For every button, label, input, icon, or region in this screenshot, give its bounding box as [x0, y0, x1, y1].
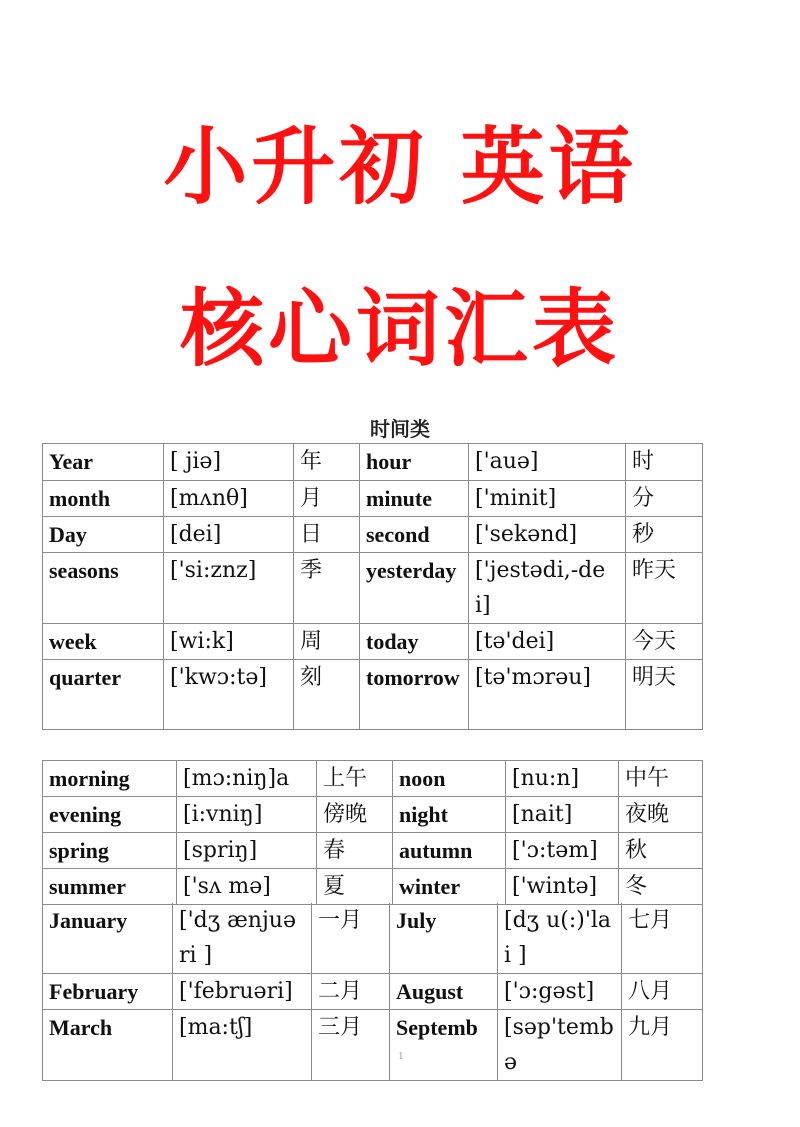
word-zh: 八月 [622, 974, 703, 1010]
word-phonetic: ['wintə] [506, 869, 619, 905]
table-row [43, 553, 703, 624]
table-row [43, 481, 703, 517]
page-number: 1 [398, 1050, 404, 1062]
table-row [43, 660, 703, 730]
table-row [43, 517, 703, 553]
table-row [43, 974, 703, 1010]
word-phonetic: ['sekənd] [469, 517, 626, 553]
word-zh: 季 [294, 553, 360, 624]
word-zh: 今天 [626, 624, 703, 660]
word-en: March [43, 1010, 173, 1081]
word-zh: 春 [317, 833, 393, 869]
word-en: July [390, 903, 498, 974]
word-en: morning [43, 761, 177, 797]
word-en: minute [360, 481, 469, 517]
word-phonetic: ['auə] [469, 444, 626, 481]
word-phonetic: [tə'mɔrəu] [469, 660, 626, 730]
word-phonetic: ['kwɔ:tə] [164, 660, 294, 730]
table-row [43, 444, 703, 481]
word-phonetic: [ma:tʃ] [173, 1010, 312, 1081]
word-phonetic: ['si:znz] [164, 553, 294, 624]
word-phonetic: ['dʒ ænjuəri ] [173, 903, 312, 974]
word-en: January [43, 903, 173, 974]
word-en: winter [393, 869, 506, 905]
word-zh: 刻 [294, 660, 360, 730]
word-phonetic: ['minit] [469, 481, 626, 517]
word-en: summer [43, 869, 177, 905]
word-phonetic: [səp'tembə [498, 1010, 622, 1081]
word-zh: 三月 [312, 1010, 390, 1081]
word-phonetic: [wi:k] [164, 624, 294, 660]
word-zh: 周 [294, 624, 360, 660]
word-phonetic: [dei] [164, 517, 294, 553]
word-zh: 年 [294, 444, 360, 481]
word-phonetic: ['ɔ:gəst] [498, 974, 622, 1010]
word-en: today [360, 624, 469, 660]
word-en: evening [43, 797, 177, 833]
word-phonetic: [spriŋ] [177, 833, 317, 869]
word-zh: 七月 [622, 903, 703, 974]
word-zh: 中午 [619, 761, 703, 797]
word-zh: 冬 [619, 869, 703, 905]
word-zh: 月 [294, 481, 360, 517]
word-en: autumn [393, 833, 506, 869]
word-zh: 分 [626, 481, 703, 517]
word-zh: 二月 [312, 974, 390, 1010]
word-zh: 夏 [317, 869, 393, 905]
word-zh: 秋 [619, 833, 703, 869]
word-zh: 九月 [622, 1010, 703, 1081]
word-en: quarter [43, 660, 164, 730]
word-zh: 秒 [626, 517, 703, 553]
word-en: hour [360, 444, 469, 481]
table-row [43, 903, 703, 974]
word-phonetic: ['ɔ:təm] [506, 833, 619, 869]
word-zh: 时 [626, 444, 703, 481]
word-zh: 一月 [312, 903, 390, 974]
word-phonetic: [ jiə] [164, 444, 294, 481]
word-zh: 夜晚 [619, 797, 703, 833]
vocab-table-time [42, 443, 703, 730]
section-title-time: 时间类 [370, 417, 430, 441]
word-en: seasons [43, 553, 164, 624]
title-line-1: 小升初 英语 [163, 118, 637, 216]
word-phonetic: [dʒ u(:)'lai ] [498, 903, 622, 974]
word-phonetic: [tə'dei] [469, 624, 626, 660]
table-row [43, 761, 703, 797]
vocab-table-months [42, 903, 703, 1081]
word-phonetic: [mɔ:niŋ]a [177, 761, 317, 797]
word-en: February [43, 974, 173, 1010]
vocab-table-day-season [42, 760, 703, 905]
word-phonetic: [nu:n] [506, 761, 619, 797]
word-en: second [360, 517, 469, 553]
word-en: month [43, 481, 164, 517]
table-row [43, 797, 703, 833]
word-en: August [390, 974, 498, 1010]
word-en: yesterday [360, 553, 469, 624]
table-row [43, 624, 703, 660]
word-zh: 上午 [317, 761, 393, 797]
word-zh: 昨天 [626, 553, 703, 624]
word-zh: 傍晚 [317, 797, 393, 833]
word-phonetic: [mʌnθ] [164, 481, 294, 517]
word-en: spring [43, 833, 177, 869]
table-row [43, 869, 703, 905]
word-en: tomorrow [360, 660, 469, 730]
word-en: Septemb [390, 1010, 498, 1081]
word-zh: 日 [294, 517, 360, 553]
table-row [43, 1010, 703, 1081]
word-zh: 明天 [626, 660, 703, 730]
word-en: week [43, 624, 164, 660]
title-line-2: 核心词汇表 [179, 280, 620, 378]
word-en: noon [393, 761, 506, 797]
word-phonetic: ['sʌ mə] [177, 869, 317, 905]
word-en: night [393, 797, 506, 833]
word-phonetic: [nait] [506, 797, 619, 833]
word-phonetic: [i:vniŋ] [177, 797, 317, 833]
table-row [43, 833, 703, 869]
word-en: Day [43, 517, 164, 553]
word-en: Year [43, 444, 164, 481]
word-phonetic: ['jestədi,-dei] [469, 553, 626, 624]
word-phonetic: ['februəri] [173, 974, 312, 1010]
